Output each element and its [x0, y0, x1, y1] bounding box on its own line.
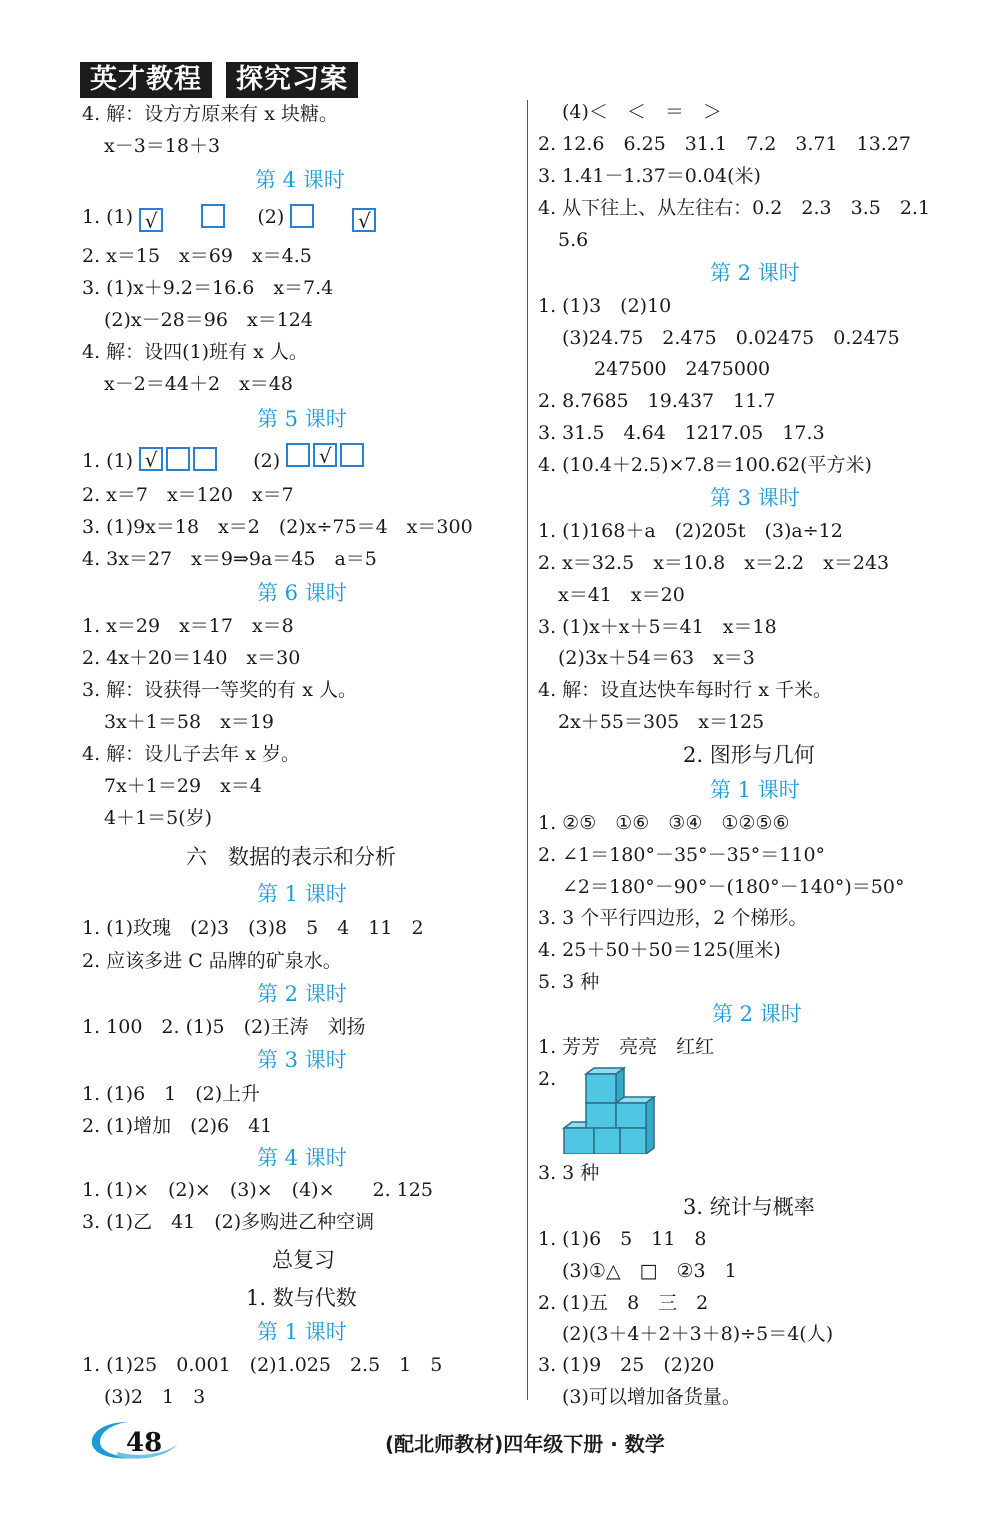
answer-line: 1. (1)168＋a (2)205t (3)a÷12 [538, 520, 843, 542]
answer-line: 1. x＝29 x＝17 x＝8 [82, 615, 294, 637]
answer-line: 3. (1)9 25 (2)20 [538, 1354, 715, 1376]
item-label: 1. (1) [82, 450, 134, 472]
answer-checkbox [290, 204, 314, 228]
item-label: 1. (1) [82, 206, 134, 228]
answer-line: 2. (1)增加 (2)6 41 [82, 1115, 273, 1137]
answer-line: (3)①△ □ ②3 1 [562, 1260, 737, 1282]
review-title: 总复习 [272, 1248, 335, 1272]
answer-line: 1. (1)3 (2)10 [538, 295, 672, 317]
answer-checkbox [340, 443, 364, 467]
answer-line: (4)＜ ＜ ＝ ＞ [562, 101, 722, 123]
answer-line: 4. 25＋50＋50＝125(厘米) [538, 939, 781, 961]
answer-line: 1. (1)玫瑰 (2)3 (3)8 5 4 11 2 [82, 917, 424, 939]
answer-line: (3)可以增加备货量。 [562, 1386, 741, 1408]
answer-line: 4. (10.4＋2.5)×7.8＝100.62(平方米) [538, 454, 872, 476]
answer-checkbox: √ [352, 208, 376, 232]
answer-line: 1. 100 2. (1)5 (2)王涛 刘扬 [82, 1016, 366, 1038]
answer-line: 1. 芳芳 亮亮 红红 [538, 1036, 715, 1058]
answer-line: 2. 应该多进 C 品牌的矿泉水。 [82, 950, 342, 972]
brand-subtitle: 探究习案 [226, 62, 358, 98]
answer-line: (3)2 1 3 [104, 1386, 206, 1408]
answer-line: 2x＋55＝305 x＝125 [558, 711, 765, 733]
brand-title: 英才教程 [80, 62, 212, 98]
answer-line: 3. 解：设获得一等奖的有 x 人。 [82, 679, 357, 701]
answer-checkbox: √ [139, 208, 163, 232]
answer-line: 3. (1)乙 41 (2)多购进乙种空调 [82, 1211, 375, 1233]
answer-checkbox: √ [313, 443, 337, 467]
answer-line: 2. ∠1＝180°－35°－35°＝110° [538, 844, 826, 866]
answer-checkbox: √ [139, 447, 163, 471]
answer-line: 4. 解：设四(1)班有 x 人。 [82, 341, 308, 363]
answer-line: 3. 3 个平行四边形，2 个梯形。 [538, 907, 808, 929]
answer-line: 2. 4x＋20＝140 x＝30 [82, 647, 301, 669]
answer-line: 1. ②⑤ ①⑥ ③④ ①②⑤⑥ [538, 812, 790, 834]
answer-line: (2)3x＋54＝63 x＝3 [558, 647, 755, 669]
answer-checkbox [166, 447, 190, 471]
answer-checkboxes [82, 443, 364, 474]
answer-line: (2)x－28＝96 x＝124 [104, 309, 313, 331]
answer-line: (3)24.75 2.475 0.02475 0.2475 [562, 327, 900, 349]
answer-line: 2. 12.6 6.25 31.1 7.2 3.71 13.27 [538, 133, 911, 155]
answer-line: 4＋1＝5(岁) [104, 807, 213, 829]
answer-line: 2. x＝7 x＝120 x＝7 [82, 484, 294, 506]
answer-line: 4. 解：设直达快车每时行 x 千米。 [538, 679, 832, 701]
section-lesson-5: 第 5 课时 [257, 407, 347, 431]
answer-line: 1. (1)× (2)× (3)× (4)× 2. 125 [82, 1179, 433, 1201]
answer-line: 3. 3 种 [538, 1162, 600, 1184]
answer-line: x－2＝44＋2 x＝48 [104, 373, 293, 395]
section-lesson-1: 第 1 课时 [710, 778, 800, 802]
unit-title: 六 数据的表示和分析 [186, 845, 396, 869]
answer-checkboxes [82, 204, 376, 232]
answer-line: 3x＋1＝58 x＝19 [104, 711, 274, 733]
answer-line: 2. [538, 1068, 557, 1090]
section-lesson-3: 第 3 课时 [710, 486, 800, 510]
answer-checkbox [286, 443, 310, 467]
answer-checkbox [193, 447, 217, 471]
answer-line: 2. x＝32.5 x＝10.8 x＝2.2 x＝243 [538, 552, 890, 574]
answer-line: 5.6 [558, 229, 589, 251]
answer-line: 2. (1)五 8 三 2 [538, 1292, 709, 1314]
section-lesson-1: 第 1 课时 [257, 1320, 347, 1344]
section-lesson-6: 第 6 课时 [257, 581, 347, 605]
page-header [80, 62, 358, 98]
page-number-badge [88, 1418, 180, 1462]
answer-line: x＝41 x＝20 [558, 584, 685, 606]
answer-line: 3. (1)x＋x＋5＝41 x＝18 [538, 616, 777, 638]
answer-line: 4. 3x＝27 x＝9⇒9a＝45 a＝5 [82, 548, 377, 570]
section-lesson-1: 第 1 课时 [257, 882, 347, 906]
section-lesson-4: 第 4 课时 [257, 1146, 347, 1170]
answer-line: 3. (1)x＋9.2＝16.6 x＝7.4 [82, 277, 334, 299]
answer-line: ∠2＝180°－90°－(180°－140°)＝50° [562, 876, 905, 898]
answer-line: 1. (1)25 0.001 (2)1.025 2.5 1 5 [82, 1354, 443, 1376]
section-lesson-3: 第 3 课时 [257, 1048, 347, 1072]
answer-line: 4. 解：设儿子去年 x 岁。 [82, 743, 300, 765]
answer-line: 247500 2475000 [594, 358, 771, 380]
answer-line: 3. (1)9x＝18 x＝2 (2)x÷75＝4 x＝300 [82, 516, 473, 538]
answer-line: 3. 31.5 4.64 1217.05 17.3 [538, 422, 825, 444]
cube-stack-figure [562, 1066, 666, 1154]
answer-line: 5. 3 种 [538, 971, 600, 993]
item-label: (2) [253, 450, 281, 472]
section-lesson-4: 第 4 课时 [255, 168, 345, 192]
answer-line: 3. 1.41－1.37＝0.04(米) [538, 165, 761, 187]
answer-checkbox [201, 204, 225, 228]
answer-line: x－3＝18＋3 [104, 135, 221, 157]
section-lesson-2: 第 2 课时 [710, 261, 800, 285]
answer-line: 2. x＝15 x＝69 x＝4.5 [82, 245, 312, 267]
review-subtitle: 3. 统计与概率 [683, 1195, 815, 1219]
answer-line: 4. 解：设方方原来有 x 块糖。 [82, 103, 338, 125]
answer-line: (2)(3＋4＋2＋3＋8)÷5＝4(人) [562, 1323, 834, 1345]
page-number: 48 [126, 1428, 163, 1458]
answer-line: 1. (1)6 5 11 8 [538, 1228, 707, 1250]
answer-line: 1. (1)6 1 (2)上升 [82, 1083, 261, 1105]
item-label: (2) [257, 206, 285, 228]
section-lesson-2: 第 2 课时 [257, 982, 347, 1006]
review-subtitle: 2. 图形与几何 [683, 743, 815, 767]
answer-line: 7x＋1＝29 x＝4 [104, 775, 262, 797]
review-subtitle: 1. 数与代数 [246, 1286, 357, 1310]
section-lesson-2: 第 2 课时 [712, 1002, 802, 1026]
column-divider [527, 100, 528, 1400]
answer-line: 2. 8.7685 19.437 11.7 [538, 390, 776, 412]
answer-line: 4. 从下往上、从左往右：0.2 2.3 3.5 2.1 [538, 197, 931, 219]
footer-text: (配北师教材)四年级下册 · 数学 [385, 1432, 665, 1456]
